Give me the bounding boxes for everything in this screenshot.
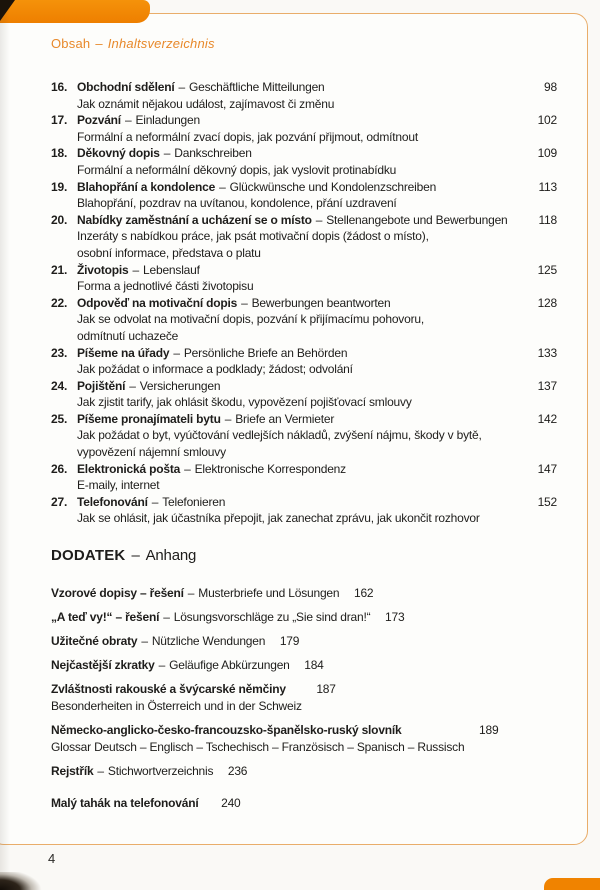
entry-page-number: 118 — [538, 212, 557, 227]
entry-subtitle: Inzeráty s nabídkou práce, jak psát motivační dopis (žádost o místo), — [77, 229, 429, 244]
entry-subtitle: osobní informace, představa o platu — [77, 245, 261, 260]
entry-title — [77, 412, 334, 426]
entry-title-czech: Odpověď na motivační dopis — [77, 295, 238, 310]
entry-body — [77, 494, 523, 527]
entry-title-separator: – — [219, 179, 226, 194]
header-german-title: Inhaltsverzeichnis — [107, 36, 215, 51]
appendix-entry — [51, 681, 557, 714]
entry-title — [77, 462, 346, 476]
chapter-tab-bottom — [544, 878, 600, 890]
entry-title-separator: – — [163, 610, 170, 625]
entry-number: 26. — [51, 461, 68, 476]
appendix-entry — [51, 722, 557, 755]
folio-page-number: 4 — [48, 851, 56, 866]
entry-body — [77, 179, 523, 212]
entry-title — [51, 634, 265, 648]
entry-body — [77, 112, 523, 145]
entry-title-separator: – — [241, 295, 248, 310]
entry-title-czech: Píšeme pronajímateli bytu — [77, 411, 221, 426]
entry-body — [51, 657, 290, 674]
entry-body — [51, 609, 370, 626]
entry-page-number: 98 — [544, 80, 557, 94]
entry-page-number: 133 — [537, 345, 557, 360]
appendix-entry — [51, 795, 557, 812]
entry-subtitle: Jak požádat o byt, vyúčtování vedlejších nákladů, zvýšení nájmu, škody v bytě, — [77, 428, 482, 443]
entry-title-separator: – — [315, 212, 323, 227]
entry-title-separator: – — [129, 378, 136, 393]
appendix-heading-german: Anhang — [145, 547, 197, 565]
entry-page-number: 109 — [537, 146, 557, 161]
entry-title-german: Elektronische Korrespondenz — [194, 461, 346, 476]
entry-body — [51, 795, 207, 812]
entry-title-german: Stichwortverzeichnis — [107, 763, 214, 778]
chapter-tab-top — [0, 0, 150, 23]
toc-entry — [51, 378, 557, 411]
entry-title-czech: Telefonování — [77, 494, 148, 509]
entry-subtitle: Jak se ohlásit, jak účastníka přepojit, jak zanechat zprávu, jak ukončit rozhovor — [77, 511, 480, 526]
entry-title-separator: – — [187, 586, 195, 601]
entry-body — [51, 763, 213, 780]
entry-title-czech: Malý tahák na telefonování — [51, 796, 199, 811]
entry-title-german: Bewerbungen beantworten — [251, 295, 391, 310]
entry-title-czech: Rejstřík — [51, 763, 94, 778]
entry-body — [77, 378, 523, 411]
entry-page-number: 187 — [316, 682, 336, 697]
entry-body — [77, 345, 523, 378]
entry-subtitle: vypovězení nájemní smlouvy — [77, 445, 226, 460]
entry-body — [77, 145, 523, 178]
entry-title-separator: – — [151, 494, 159, 509]
entry-title — [51, 658, 290, 672]
entry-subtitle: Formální a neformální děkovný dopis, jak vyslovit protinabídku — [77, 162, 397, 177]
entry-title-german: Geläufige Abkürzungen — [169, 658, 290, 673]
entry-subtitle: Glossar Deutsch – Englisch – Tschechisch – Französisch – Spanisch – Russisch — [51, 739, 465, 754]
entry-body — [77, 461, 523, 494]
entry-body — [51, 722, 464, 755]
entry-subtitle: E-maily, internet — [77, 478, 160, 493]
entry-page-number: 142 — [537, 411, 557, 426]
appendix-entry — [51, 763, 557, 780]
entry-body — [77, 295, 523, 345]
entry-title — [77, 296, 390, 310]
entry-number: 17. — [51, 113, 68, 128]
entry-title-czech: Užitečné obraty — [51, 634, 138, 649]
toc-entry — [51, 295, 557, 345]
entry-title-separator: – — [124, 113, 132, 128]
entry-title-separator: – — [184, 461, 191, 476]
entry-title-czech: Blahopřání a kondolence — [77, 179, 216, 194]
entry-title — [77, 379, 220, 393]
entry-title-czech: Pozvání — [77, 113, 121, 128]
entry-title-czech: Nabídky zaměstnání a ucházení se o místo — [77, 212, 312, 227]
entry-title-separator: – — [173, 345, 180, 360]
entry-body — [51, 585, 339, 602]
entry-title-german: Musterbriefe und Lösungen — [198, 586, 340, 601]
appendix-entry — [51, 633, 557, 650]
entry-title-german: Briefe an Vermieter — [235, 411, 335, 426]
toc-content-box — [0, 13, 588, 845]
entry-body — [77, 262, 523, 295]
entry-page-number: 162 — [353, 586, 374, 601]
entry-number: 22. — [51, 295, 68, 310]
entry-subtitle: Blahopřání, pozdrav na uvítanou, kondolence, přání uzdravení — [77, 196, 397, 211]
appendix-list — [51, 585, 557, 812]
toc-entry — [51, 345, 557, 378]
entry-number: 20. — [51, 212, 68, 227]
header-czech-title: Obsah — [51, 36, 91, 51]
entry-title-separator: – — [158, 658, 166, 673]
appendix-heading — [51, 547, 557, 565]
entry-title — [51, 682, 294, 696]
entry-page-number: 113 — [538, 179, 557, 194]
entry-page-number: 137 — [537, 378, 557, 393]
entry-number: 23. — [51, 345, 68, 360]
toc-entry — [51, 494, 557, 527]
entry-page-number: 184 — [304, 658, 324, 673]
entry-page-number: 189 — [479, 723, 499, 738]
appendix-heading-separator: – — [131, 547, 140, 565]
entry-title — [77, 80, 325, 94]
entry-title-czech: Pojištění — [77, 378, 126, 393]
entry-title-separator: – — [132, 262, 140, 277]
entry-number: 24. — [51, 378, 68, 393]
entry-body — [77, 79, 523, 112]
entry-title — [51, 723, 410, 737]
entry-title-german: Geschäftliche Mitteilungen — [188, 80, 325, 94]
entry-title-separator: – — [224, 411, 232, 426]
header-separator: – — [95, 36, 103, 51]
entry-page-number: 102 — [537, 113, 557, 128]
toc-entry — [51, 179, 557, 212]
entry-title-czech: Elektronická pošta — [77, 461, 181, 476]
page-edge-shade — [0, 0, 10, 890]
entry-title-separator: – — [163, 146, 171, 161]
entry-title-czech: Píšeme na úřady — [77, 345, 170, 360]
toc-entry — [51, 79, 557, 112]
entry-title — [77, 495, 225, 509]
entry-title — [77, 113, 200, 127]
toc-entry — [51, 411, 557, 461]
entry-subtitle: Jak požádat o informace a podklady; žádost; odvolání — [77, 362, 353, 377]
entry-title-czech: Životopis — [77, 262, 129, 277]
entry-title-german: Lösungsvorschläge zu „Sie sind dran!“ — [173, 610, 371, 625]
toc-entry — [51, 262, 557, 295]
entry-title — [77, 346, 347, 360]
entry-title-czech: Obchodní sdělení — [77, 80, 175, 94]
entry-number: 16. — [51, 80, 68, 94]
entry-title — [51, 586, 339, 600]
toc-entry — [51, 145, 557, 178]
entry-page-number: 240 — [221, 796, 241, 811]
entry-title-german: Einladungen — [135, 113, 200, 128]
entry-title — [77, 146, 252, 160]
entry-title-czech: „A teď vy!“ – řešení — [51, 610, 160, 625]
entry-title — [77, 263, 200, 277]
entry-title — [51, 610, 370, 624]
entry-subtitle: Jak oznámit nějakou událost, zajímavost či změnu — [77, 96, 335, 111]
entry-page-number: 147 — [537, 461, 557, 476]
entry-number: 27. — [51, 494, 68, 509]
toc-entry — [51, 112, 557, 145]
entry-title — [77, 213, 508, 227]
entry-title-czech: Nejčastější zkratky — [51, 658, 155, 673]
entry-title-separator: – — [97, 763, 104, 778]
entry-number: 18. — [51, 146, 68, 161]
entry-subtitle: odmítnutí uchazeče — [77, 328, 179, 343]
entry-title-german: Persönliche Briefe an Behörden — [183, 345, 348, 360]
page-header — [51, 36, 557, 52]
entry-title-czech: Zvláštnosti rakouské a švýcarské němčiny — [51, 682, 286, 697]
entry-page-number: 128 — [537, 295, 557, 310]
entry-title — [51, 764, 213, 778]
entry-title-german: Dankschreiben — [174, 146, 252, 161]
entry-subtitle: Forma a jednotlivé části životopisu — [77, 279, 254, 294]
entry-number: 19. — [51, 179, 68, 194]
entry-title-german: Glückwünsche und Kondolenzschreiben — [229, 179, 437, 194]
entry-subtitle: Jak zjistit tarify, jak ohlásit škodu, vypovězení pojišťovací smlouvy — [77, 395, 412, 410]
entry-number: 21. — [51, 262, 68, 277]
entry-title-german: Lebenslauf — [143, 262, 200, 277]
toc-entry — [51, 461, 557, 494]
appendix-entry — [51, 657, 557, 674]
entry-title-german: Versicherungen — [139, 378, 221, 393]
entry-subtitle: Jak se odvolat na motivační dopis, pozvání k přijímacímu pohovoru, — [77, 312, 424, 327]
entry-title-separator: – — [141, 634, 148, 649]
entry-title-separator: – — [178, 80, 185, 94]
entry-title-german: Nützliche Wendungen — [151, 634, 266, 649]
appendix-entry — [51, 585, 557, 602]
entry-page-number: 152 — [537, 494, 557, 509]
entry-body — [77, 411, 523, 461]
entry-body — [51, 633, 265, 650]
entry-subtitle: Formální a neformální zvací dopis, jak pozvání přijmout, odmítnout — [77, 129, 418, 144]
entry-title-czech: Děkovný dopis — [77, 146, 160, 161]
entry-page-number: 125 — [537, 262, 557, 277]
appendix-entry — [51, 609, 557, 626]
entry-title — [51, 796, 207, 810]
entry-title-czech: Vzorové dopisy – řešení — [51, 586, 184, 601]
entry-page-number: 236 — [227, 763, 248, 778]
toc-list — [51, 79, 557, 527]
entry-number: 25. — [51, 411, 68, 426]
entry-body — [51, 681, 302, 714]
entry-page-number: 173 — [385, 610, 405, 625]
entry-page-number: 179 — [279, 634, 300, 649]
entry-body — [77, 212, 523, 262]
entry-title-german: Telefonieren — [162, 494, 226, 509]
appendix-heading-czech: DODATEK — [51, 547, 126, 565]
entry-title — [77, 180, 436, 194]
entry-subtitle: Besonderheiten in Österreich und in der Schweiz — [51, 699, 302, 713]
entry-title-german: Stellenangebote und Bewerbungen — [326, 212, 508, 227]
page-corner-shadow-bottom-left — [0, 872, 64, 890]
toc-entry — [51, 212, 557, 262]
entry-title-czech: Německo-anglicko-česko-francouzsko-španělsko-ruský slovník — [51, 723, 402, 738]
